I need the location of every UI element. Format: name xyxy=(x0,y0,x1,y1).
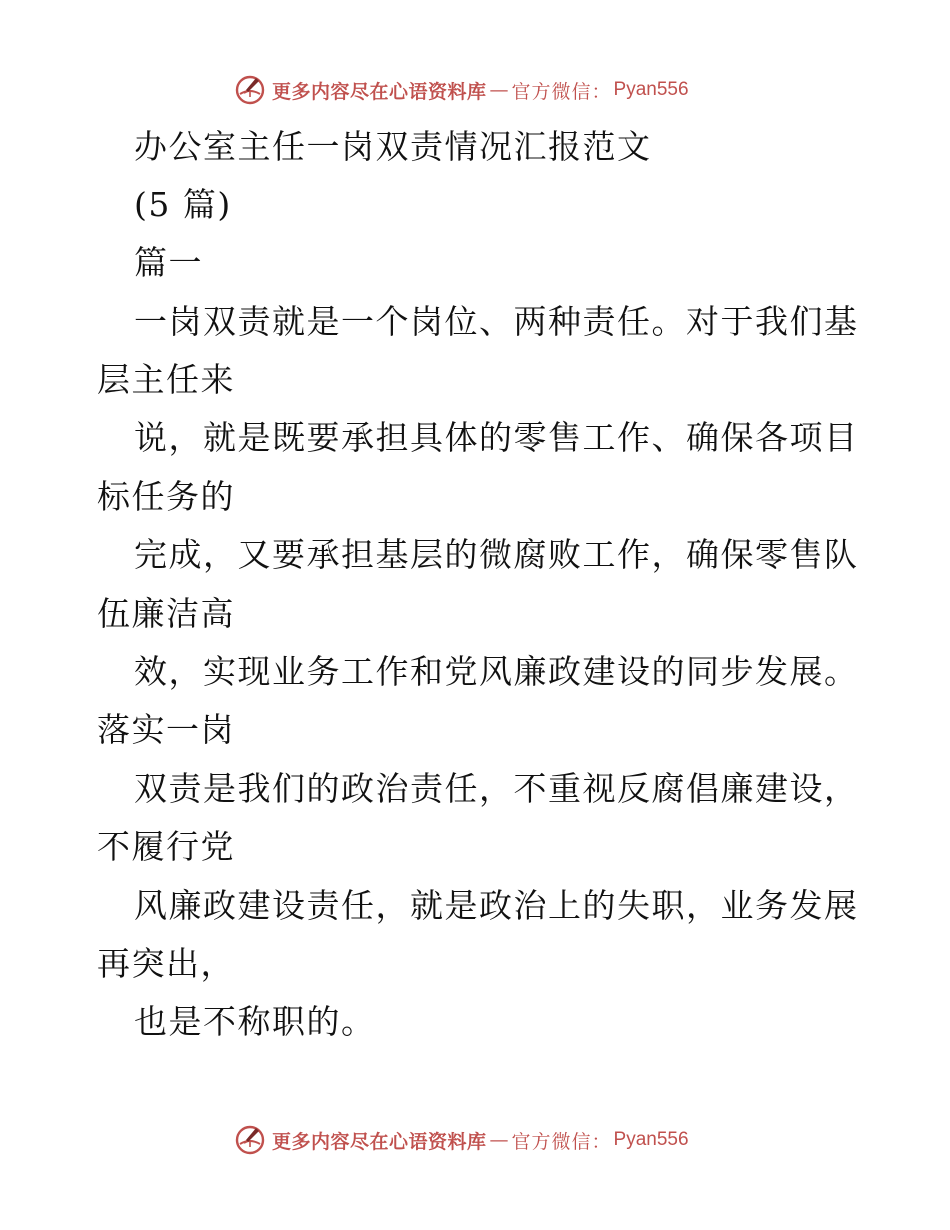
paragraph-line: 一岗双责就是一个岗位、两种责任。对于我们基 xyxy=(134,302,859,341)
paragraph-line: 效，实现业务工作和党风廉政建设的同步发展。 xyxy=(134,652,859,691)
paragraph-line: 层主任来 xyxy=(97,360,235,399)
paragraph-line: 完成，又要承担基层的微腐败工作，确保零售队 xyxy=(134,535,859,574)
paragraph-line: 伍廉洁高 xyxy=(97,594,235,633)
watermark-wechat-label: 官方微信： xyxy=(511,80,612,103)
paragraph-line: 再突出， xyxy=(97,944,235,983)
paragraph-line: 不履行党 xyxy=(97,827,235,866)
watermark-wechat-id: Pyan556 xyxy=(613,1129,689,1150)
footer-watermark xyxy=(234,1123,714,1157)
header-watermark xyxy=(234,73,714,107)
document-title: 办公室主任一岗双责情况汇报范文 xyxy=(134,127,652,166)
section-heading: 篇一 xyxy=(134,243,203,282)
watermark-site-text: 更多内容尽在心语资料库 xyxy=(272,1130,487,1153)
document-subtitle: (5 篇) xyxy=(134,185,232,224)
paragraph-line: 落实一岗 xyxy=(97,710,235,749)
watermark-wechat-id: Pyan556 xyxy=(613,79,689,100)
watermark-wechat-label: 官方微信： xyxy=(511,1130,612,1153)
paragraph-line: 风廉政建设责任，就是政治上的失职，业务发展 xyxy=(134,886,859,925)
book-pen-logo-icon xyxy=(234,1124,266,1156)
book-pen-logo-icon xyxy=(234,74,266,106)
paragraph-line: 双责是我们的政治责任，不重视反腐倡廉建设， xyxy=(134,769,859,808)
watermark-site-text: 更多内容尽在心语资料库 xyxy=(272,80,487,103)
watermark-dash: — xyxy=(489,1129,509,1151)
paragraph-line: 也是不称职的。 xyxy=(134,1002,376,1041)
paragraph-line: 说，就是既要承担具体的零售工作、确保各项目 xyxy=(134,418,859,457)
paragraph-line: 标任务的 xyxy=(97,477,235,516)
watermark-dash: — xyxy=(489,79,509,101)
